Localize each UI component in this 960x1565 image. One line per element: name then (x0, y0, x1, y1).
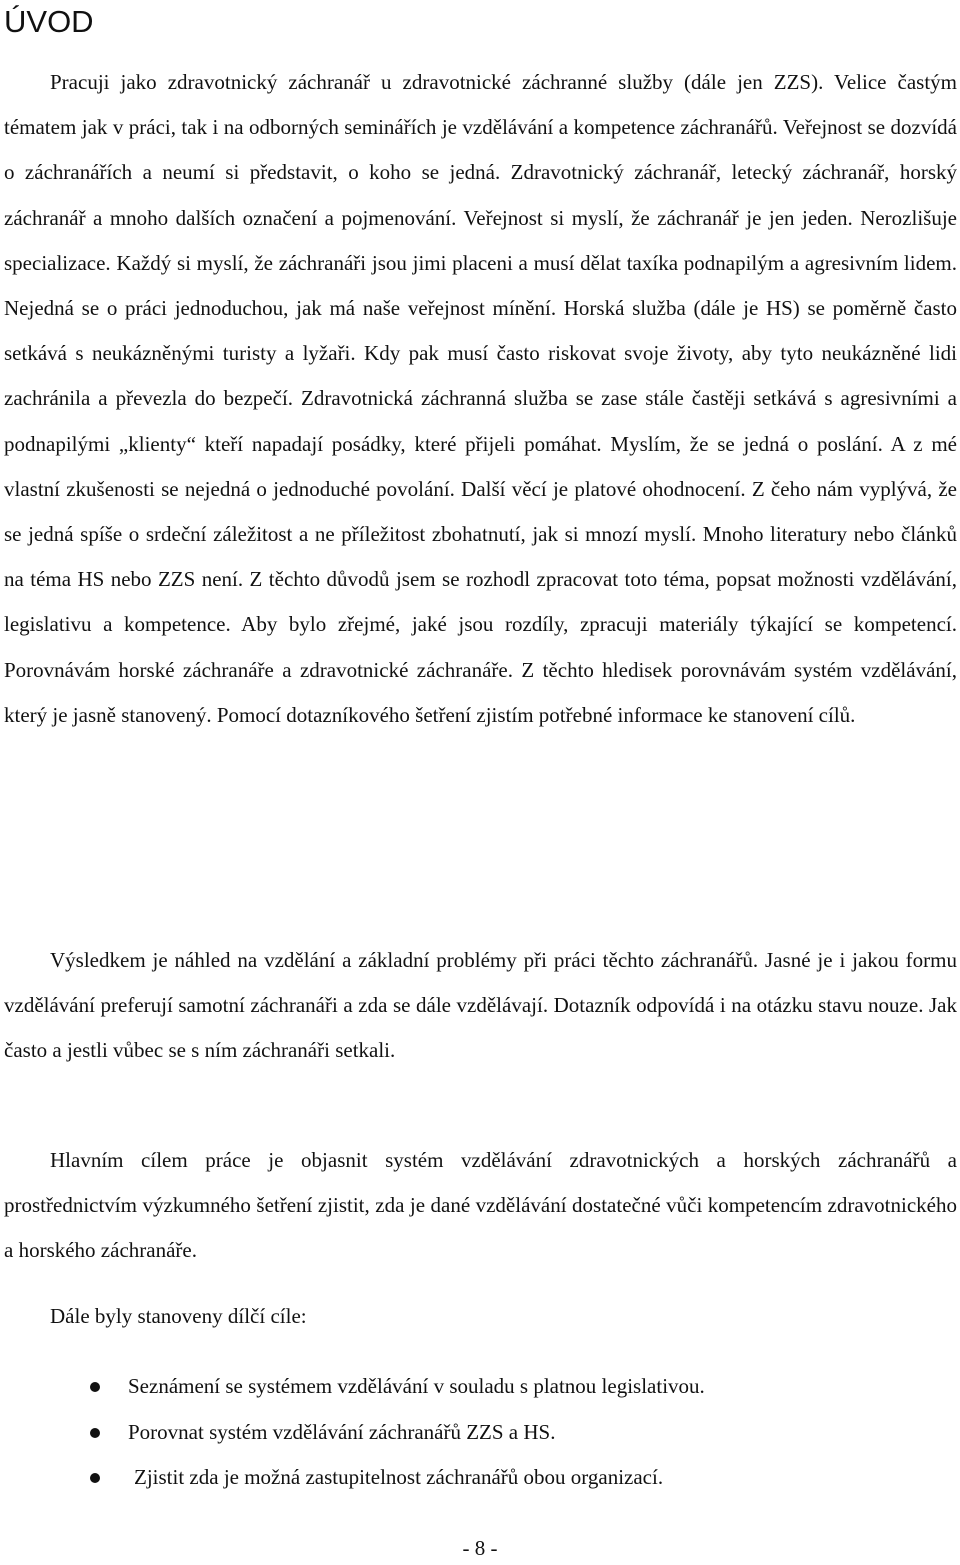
goal-text: Zjistit zda je možná zastupitelnost záchranářů obou organizací. (134, 1465, 664, 1489)
main-goal-paragraph: Hlavním cílem práce je objasnit systém vzdělávání zdravotnických a horských záchranářů a prostřednictvím výzkumného šetření zjistit, zda je dané vzdělávání dostatečné vůči kompetencím zdravotnického a horského záchranáře. (4, 1148, 957, 1263)
bullet-icon (90, 1382, 100, 1392)
goal-text: Seznámení se systémem vzdělávání v souladu s platnou legislativou. (128, 1374, 705, 1398)
page-title: ÚVOD (4, 4, 94, 39)
list-item (0, 1410, 960, 1456)
sub-goals-list (0, 1364, 960, 1501)
list-item (0, 1364, 960, 1410)
intro-paragraph-1: Pracuji jako zdravotnický záchranář u zdravotnické záchranné služby (dále jen ZZS). Velice častým tématem jak v práci, tak i na odborných seminářích je vzdělávání a kompetence záchranářů. Veřejnost se dozvídá o záchranářích a neumí si představit, o koho se jedná. Zdravotnický záchranář, letecký záchranář, horský záchranář a mnoho dalších označení a pojmenování. Veřejnost si myslí, že záchranář je jen jeden. Nerozlišuje specializace. Každý si myslí, že záchranáři jsou jimi placeni a musí dělat taxíka podnapilým a agresivním lidem. Nejedná se o práci jednoduchou, jak má naše veřejnost mínění. Horská služba (dále je HS) se poměrně často setkává s neukázněnými turisty a lyžaři. Kdy pak musí často riskovat svoje životy, aby tyto neukázněné lidi zachránila a převezla do bezpečí. Zdravotnická záchranná služba se zase stále častěji setkává s agresivními a podnapilými „klienty“ kteří napadají posádky, které přijeli pomáhat. Myslím, že se jedná o poslání. A z mé vlastní zkušenosti se nejedná o jednoduché povolání. Další věcí je platové ohodnocení. Z čeho nám vyplývá, že se jedná spíše o srdeční záležitost a ne příležitost zbohatnutí, jak si mnozí myslí. Mnoho literatury nebo článků na téma HS nebo ZZS není. Z těchto důvodů jsem se rozhodl zpracovat toto téma, popsat možnosti vzdělávání, legislativu a kompetence. Aby bylo zřejmé, jaké jsou rozdíly, zpracuji materiály týkající se kompetencí. Porovnávám horské záchranáře a zdravotnické záchranáře. Z těchto hledisek porovnávám systém vzdělávání, který je jasně stanovený. Pomocí dotazníkového šetření zjistím potřebné informace ke stanovení cílů. (4, 70, 957, 727)
bullet-icon (90, 1473, 100, 1483)
page-number: - 8 - (462, 1536, 498, 1560)
sub-goals-intro: Dále byly stanoveny dílčí cíle: (50, 1304, 307, 1328)
list-item (0, 1455, 960, 1501)
intro-paragraph-2: Výsledkem je náhled na vzdělání a základní problémy při práci těchto záchranářů. Jasné je i jakou formu vzdělávání preferují samotní záchranáři a zda se dále vzdělávají. Dotazník odpovídá i na otázku stavu nouze. Jak často a jestli vůbec se s ním záchranáři setkali. (4, 948, 957, 1063)
bullet-icon (90, 1428, 100, 1438)
goal-text: Porovnat systém vzdělávání záchranářů ZZS a HS. (128, 1419, 556, 1444)
